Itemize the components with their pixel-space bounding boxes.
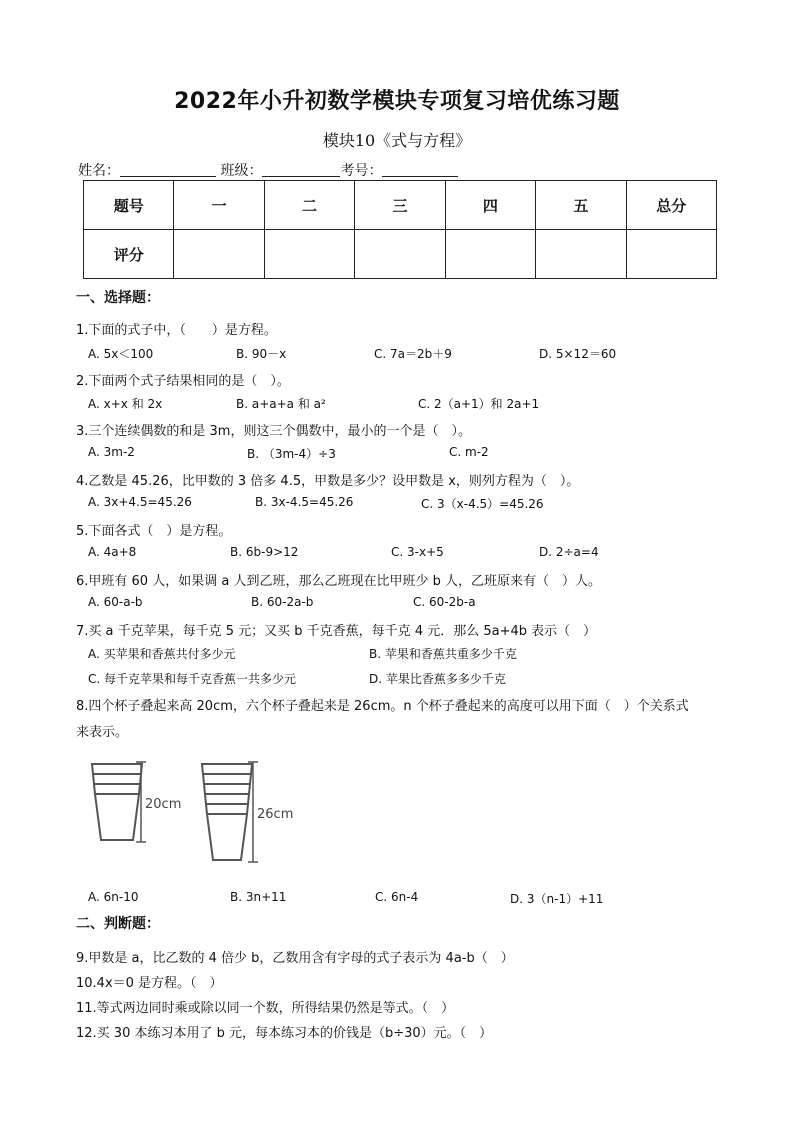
six-cups-stack (202, 764, 252, 860)
q3-option-b: B. （3m-4）÷3 (247, 447, 336, 461)
class-blank[interactable] (262, 162, 340, 177)
q8-option-c: C. 6n-4 (375, 890, 419, 904)
q8-option-d: D. 3（n-1）+11 (510, 892, 604, 906)
class-label: 班级： (220, 163, 263, 179)
q2-option-b: B. a+a+a 和 a² (236, 397, 326, 411)
q7-option-a: A. 买苹果和香蕉共付多少元 (88, 647, 236, 661)
q3-option-a: A. 3m-2 (88, 445, 135, 459)
question-11: 11.等式两边同时乘或除以同一个数，所得结果仍然是等式。（ ） (76, 1001, 455, 1016)
section-column-4: 四 (445, 181, 535, 230)
section-column-5: 五 (536, 181, 626, 230)
q5-option-a: A. 4a+8 (88, 545, 137, 559)
question-8: 8.四个杯子叠起来高 20cm，六个杯子叠起来是 26cm。n 个杯子叠起来的高度可以用下面（ ）个关系式 (76, 699, 689, 714)
exam-number-blank[interactable] (382, 162, 458, 177)
q4-option-b: B. 3x-4.5=45.26 (255, 495, 354, 509)
q8-option-b: B. 3n+11 (230, 890, 287, 904)
q8-option-a: A. 6n-10 (88, 890, 139, 904)
name-blank[interactable] (120, 162, 216, 177)
total-column: 总分 (626, 181, 716, 230)
q2-option-c: C. 2（a+1）和 2a+1 (418, 397, 540, 411)
score-row-label: 评分 (84, 230, 174, 279)
right-height-label: 26cm (257, 807, 294, 822)
q2-option-a: A. x+x 和 2x (88, 397, 163, 411)
q1-option-b: B. 90－x (236, 347, 287, 361)
question-9: 9.甲数是 a，比乙数的 4 倍少 b，乙数用含有字母的式子表示为 4a-b（ ） (76, 951, 514, 966)
question-7: 7.买 a 千克苹果，每千克 5 元；又买 b 千克香蕉，每千克 4 元．那么 5a+4b 表示（ ） (76, 624, 597, 639)
question-2: 2.下面两个式子结果相同的是（ ）。 (76, 374, 290, 389)
four-cups-stack (92, 764, 142, 840)
section-column-1: 一 (174, 181, 264, 230)
section-column-3: 三 (355, 181, 445, 230)
score-cell[interactable] (355, 230, 445, 279)
q7-option-b: B. 苹果和香蕉共重多少千克 (369, 647, 517, 661)
question-4: 4.乙数是 45.26，比甲数的 3 倍多 4.5，甲数是多少？设甲数是 x，则列方程为（ ）。 (76, 474, 580, 489)
section-column-2: 二 (264, 181, 354, 230)
question-3: 3.三个连续偶数的和是 3m，则这三个偶数中，最小的一个是（ ）。 (76, 424, 471, 439)
left-height-label: 20cm (145, 797, 182, 812)
question-10: 10.4x＝0 是方程。（ ） (76, 976, 223, 991)
q5-option-b: B. 6b-9>12 (230, 545, 299, 559)
q4-option-c: C. 3（x-4.5）=45.26 (421, 497, 544, 511)
question-5: 5.下面各式（ ）是方程。 (76, 524, 232, 539)
q5-option-c: C. 3-x+5 (391, 545, 444, 559)
score-cell[interactable] (264, 230, 354, 279)
name-label: 姓名： (78, 163, 120, 179)
score-table-score-row (84, 230, 717, 279)
page-subtitle: 模块10《式与方程》 (322, 131, 472, 150)
score-table (83, 180, 717, 279)
page-title: 2022年小升初数学模块专项复习培优练习题 (174, 89, 620, 114)
exam-number-label: 考号： (340, 163, 383, 179)
q6-option-a: A. 60-a-b (88, 595, 143, 609)
score-cell[interactable] (445, 230, 535, 279)
question-number-header: 题号 (84, 181, 174, 230)
question-1: 1.下面的式子中，（ ）是方程。 (76, 323, 277, 338)
q7-option-c: C. 每千克苹果和每千克香蕉一共多少元 (88, 672, 297, 686)
score-cell[interactable] (536, 230, 626, 279)
question-6: 6.甲班有 60 人，如果调 a 人到乙班，那么乙班现在比甲班少 b 人，乙班原来有（ ）人。 (76, 574, 601, 589)
section-heading-judge: 二、判断题： (76, 916, 160, 932)
q6-option-c: C. 60-2b-a (413, 595, 476, 609)
q1-option-c: C. 7a＝2b＋9 (374, 347, 452, 361)
q6-option-b: B. 60-2a-b (251, 595, 314, 609)
q5-option-d: D. 2÷a=4 (539, 545, 599, 559)
question-8-continued: 来表示。 (76, 725, 129, 740)
score-cell[interactable] (174, 230, 264, 279)
section-heading-choice: 一、选择题： (76, 290, 160, 306)
score-cell[interactable] (626, 230, 716, 279)
q1-option-a: A. 5x＜100 (88, 347, 154, 361)
student-info-line (78, 160, 458, 180)
stacked-cups-figure (84, 754, 324, 870)
q4-option-a: A. 3x+4.5=45.26 (88, 495, 192, 509)
score-table-header-row (84, 181, 717, 230)
q3-option-c: C. m-2 (449, 445, 489, 459)
question-12: 12.买 30 本练习本用了 b 元，每本练习本的价钱是（b÷30）元。（ ） (76, 1026, 493, 1041)
q1-option-d: D. 5×12＝60 (539, 347, 617, 361)
q7-option-d: D. 苹果比香蕉多多少千克 (369, 672, 506, 686)
